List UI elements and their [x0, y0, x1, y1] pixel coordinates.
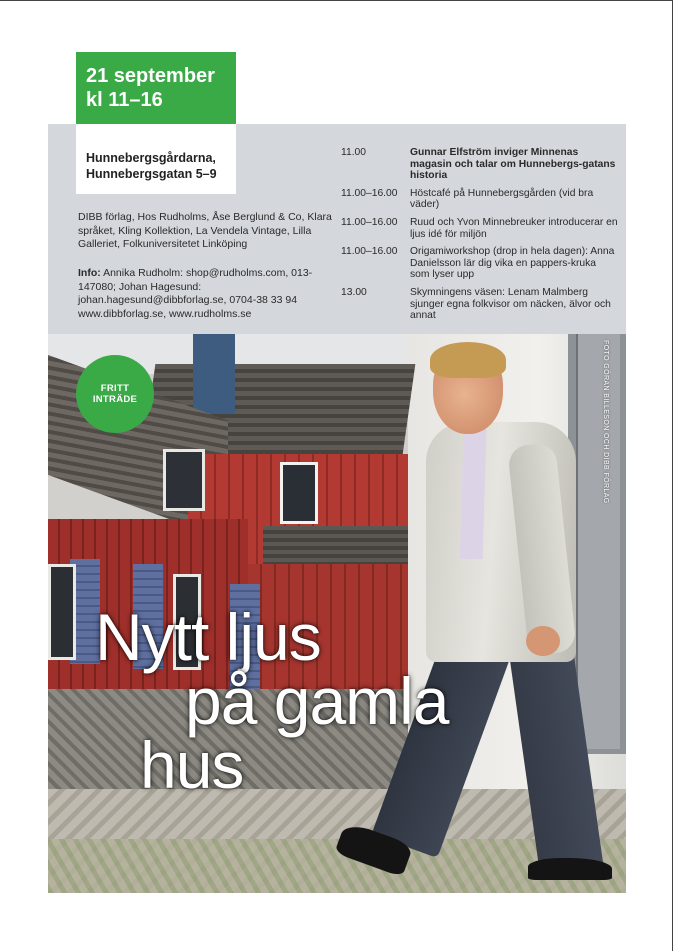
window: [48, 564, 76, 660]
free-entry-badge: [76, 355, 154, 433]
schedule-time: 11.00–16.00: [341, 246, 398, 258]
schedule-text: Origamiworkshop (drop in hela dagen): Anna Danielsson lär dig vika en pappers-kruka som lyser upp: [410, 246, 615, 281]
schedule: [341, 147, 621, 328]
schedule-row: [341, 188, 621, 211]
contact-text: Annika Rudholm: shop@rudholms.com, 013-147080; Johan Hagesund: johan.hagesund@dibbforlag.se, 0704-38 33 94 www.dibbforlag.se, www.rudholms.se: [78, 267, 313, 320]
address-line-2: Hunnebergsgatan 5–9: [86, 167, 217, 181]
roof-mid: [263, 526, 408, 564]
schedule-text: Ruud och Yvon Minnebreuker introducerar en ljus idé för miljön: [410, 216, 618, 240]
event-time: kl 11–16: [86, 89, 163, 111]
schedule-time: 11.00–16.00: [341, 216, 398, 228]
address-line-1: Hunnebergsgårdarna,: [86, 151, 216, 165]
chimney: [193, 334, 235, 414]
headline-line-1: Nytt ljus: [95, 600, 321, 674]
man-hair: [430, 342, 506, 378]
headline-line-3: hus: [140, 728, 244, 802]
date-box: [76, 52, 236, 124]
address-box: [76, 124, 236, 194]
schedule-time: 13.00: [341, 286, 367, 298]
window: [163, 449, 205, 511]
schedule-time: 11.00–16.00: [341, 187, 398, 199]
badge-line-2: INTRÄDE: [92, 394, 138, 405]
schedule-text: Höstcafé på Hunnebergsgården (vid bra väder): [410, 187, 594, 211]
shoe: [528, 858, 612, 880]
schedule-row: [341, 147, 621, 182]
window: [280, 462, 318, 524]
contact-label: Info:: [78, 267, 101, 279]
schedule-text: Skymningens väsen: Lenam Malmberg sjunger egna folkvisor om näcken, älvor och annat: [410, 286, 611, 322]
headline: [95, 600, 449, 802]
contact-info: [78, 267, 333, 321]
schedule-text: Gunnar Elfström inviger Minnenas magasin och talar om Hunnebergs-gatans historia: [410, 147, 616, 182]
event-date: 21 september: [86, 65, 215, 87]
schedule-time: 11.00: [341, 147, 367, 158]
organizers-text: DIBB förlag, Hos Rudholms, Åse Berglund & Co, Klara språket, Kling Kollektion, La Vendela Vintage, Lilla Galleriet, Folkuniversitetet Linköping: [78, 211, 332, 251]
badge-line-1: FRITT: [100, 383, 130, 394]
man-hand: [526, 626, 560, 656]
headline-line-2: på gamla: [185, 664, 449, 738]
schedule-row: [341, 217, 621, 240]
schedule-row: [341, 287, 621, 322]
photo-credit: FOTO GÖRAN BILLESON OCH DIBB FÖRLAG: [602, 340, 609, 504]
door-panel: [576, 334, 620, 749]
schedule-row: [341, 246, 621, 281]
